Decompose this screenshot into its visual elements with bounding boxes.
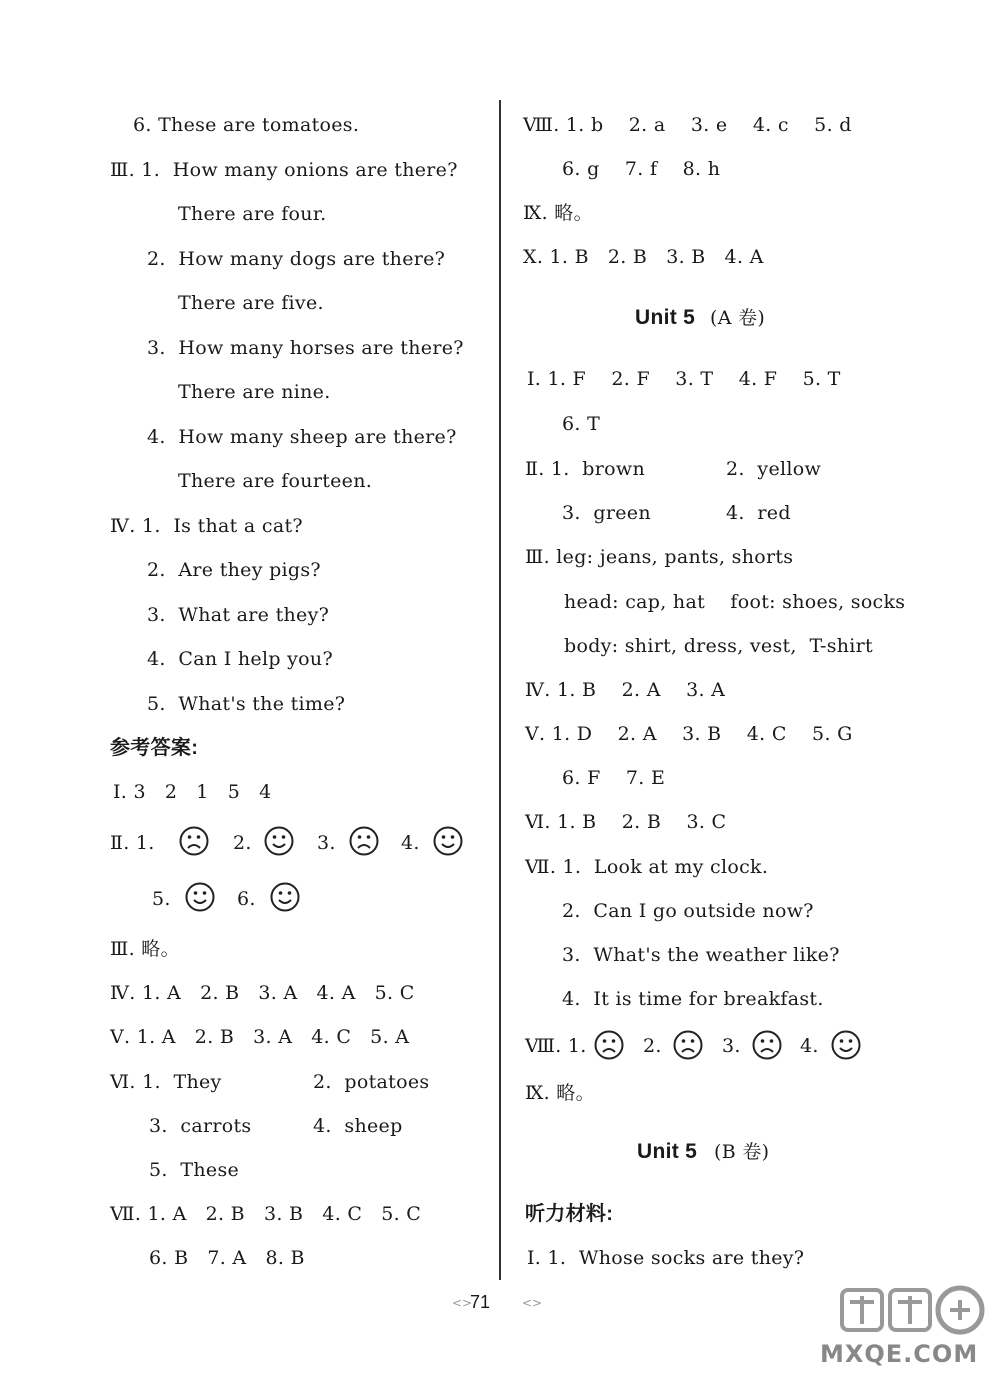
right-line-14: 6. F 7. E xyxy=(562,767,666,789)
right-line-18: 3. What's the weather like? xyxy=(562,944,840,966)
sad-face-icon xyxy=(594,1030,624,1060)
listening-heading: 听力材料: xyxy=(525,1203,614,1225)
left-line-17b: 6. xyxy=(237,888,256,910)
left-line-19: Ⅳ. 1. A 2. B 3. A 4. A 5. C xyxy=(110,982,415,1004)
unit-a-subtitle: (A 卷) xyxy=(710,307,766,329)
left-line-16c: 3. xyxy=(317,832,336,854)
right-line-15: Ⅵ. 1. B 2. B 3. C xyxy=(525,811,727,833)
left-line-18: Ⅲ. 略。 xyxy=(110,938,180,960)
right-line-20b: 2. xyxy=(643,1035,662,1057)
sad-face-icon xyxy=(752,1030,782,1060)
unit-a-title: Unit 5 xyxy=(635,306,696,329)
page-number-left-ornament: <> xyxy=(452,1296,473,1310)
right-line-4: Ⅹ. 1. B 2. B 3. B 4. A xyxy=(523,246,764,268)
left-line-13: 4. Can I help you? xyxy=(147,648,333,670)
left-line-16b: 2. xyxy=(233,832,252,854)
smile-face-icon xyxy=(185,882,215,912)
left-line-17a: 5. xyxy=(152,888,171,910)
watermark-logo-icon xyxy=(840,1282,990,1337)
left-line-22a: 3. carrots xyxy=(149,1115,252,1137)
left-line-24: Ⅶ. 1. A 2. B 3. B 4. C 5. C xyxy=(110,1203,422,1225)
left-line-1: 6. These are tomatoes. xyxy=(133,114,360,136)
smile-face-icon xyxy=(264,826,294,856)
sad-face-icon xyxy=(179,826,209,856)
left-line-2: Ⅲ. 1. How many onions are there? xyxy=(110,159,458,181)
left-line-16a: Ⅱ. 1. xyxy=(110,832,155,854)
unit-b-subtitle: (B 卷) xyxy=(714,1141,770,1163)
watermark-text: MXQE.COM xyxy=(820,1340,979,1368)
right-line-2: 6. g 7. f 8. h xyxy=(562,158,721,180)
right-line-19: 4. It is time for breakfast. xyxy=(562,988,824,1010)
right-line-7a: Ⅱ. 1. brown xyxy=(525,458,645,480)
right-line-1: Ⅷ. 1. b 2. a 3. e 4. c 5. d xyxy=(523,114,852,136)
left-line-5: There are five. xyxy=(178,292,324,314)
left-line-3: There are four. xyxy=(178,203,327,225)
left-line-23: 5. These xyxy=(149,1159,240,1181)
right-line-13: Ⅴ. 1. D 2. A 3. B 4. C 5. G xyxy=(525,723,853,745)
left-line-6: 3. How many horses are there? xyxy=(147,337,464,359)
right-line-20d: 4. xyxy=(800,1035,819,1057)
answer-heading: 参考答案: xyxy=(110,737,199,759)
left-line-11: 2. Are they pigs? xyxy=(147,559,321,581)
left-line-8: 4. How many sheep are there? xyxy=(147,426,457,448)
right-line-16: Ⅶ. 1. Look at my clock. xyxy=(525,856,769,878)
right-line-7b: 2. yellow xyxy=(726,458,822,480)
left-line-7: There are nine. xyxy=(178,381,331,403)
right-line-8a: 3. green xyxy=(562,502,651,524)
column-divider xyxy=(499,100,501,1280)
right-line-17: 2. Can I go outside now? xyxy=(562,900,814,922)
right-line-6: 6. T xyxy=(562,413,601,435)
right-line-12: Ⅳ. 1. B 2. A 3. A xyxy=(525,679,726,701)
sad-face-icon xyxy=(349,826,379,856)
left-line-25: 6. B 7. A 8. B xyxy=(149,1247,305,1269)
smile-face-icon xyxy=(433,826,463,856)
sad-face-icon xyxy=(673,1030,703,1060)
left-line-22b: 4. sheep xyxy=(313,1115,403,1137)
left-line-15: Ⅰ. 3 2 1 5 4 xyxy=(113,781,272,803)
right-line-9: Ⅲ. leg: jeans, pants, shorts xyxy=(525,546,794,568)
right-line-8b: 4. red xyxy=(726,502,791,524)
right-line-10: head: cap, hat foot: shoes, socks xyxy=(564,591,906,613)
left-line-20: Ⅴ. 1. A 2. B 3. A 4. C 5. A xyxy=(110,1026,410,1048)
right-line-3: Ⅸ. 略。 xyxy=(523,202,593,224)
smile-face-icon xyxy=(270,882,300,912)
left-line-16d: 4. xyxy=(401,832,420,854)
left-line-9: There are fourteen. xyxy=(178,470,373,492)
right-line-11: body: shirt, dress, vest, T-shirt xyxy=(564,635,873,657)
right-line-21: Ⅸ. 略。 xyxy=(525,1082,595,1104)
left-line-14: 5. What's the time? xyxy=(147,693,346,715)
page-number: 71 xyxy=(470,1292,491,1312)
left-line-4: 2. How many dogs are there? xyxy=(147,248,446,270)
left-line-21a: Ⅵ. 1. They xyxy=(110,1071,222,1093)
left-line-21b: 2. potatoes xyxy=(313,1071,430,1093)
left-line-10: Ⅳ. 1. Is that a cat? xyxy=(110,515,303,537)
right-line-20c: 3. xyxy=(722,1035,741,1057)
unit-b-title: Unit 5 xyxy=(637,1140,698,1163)
smile-face-icon xyxy=(831,1030,861,1060)
right-line-22: Ⅰ. 1. Whose socks are they? xyxy=(527,1247,805,1269)
right-line-5: Ⅰ. 1. F 2. F 3. T 4. F 5. T xyxy=(527,368,841,390)
page-number-right-ornament: <> xyxy=(522,1296,543,1310)
right-line-20a: Ⅷ. 1. xyxy=(525,1035,587,1057)
left-line-12: 3. What are they? xyxy=(147,604,330,626)
